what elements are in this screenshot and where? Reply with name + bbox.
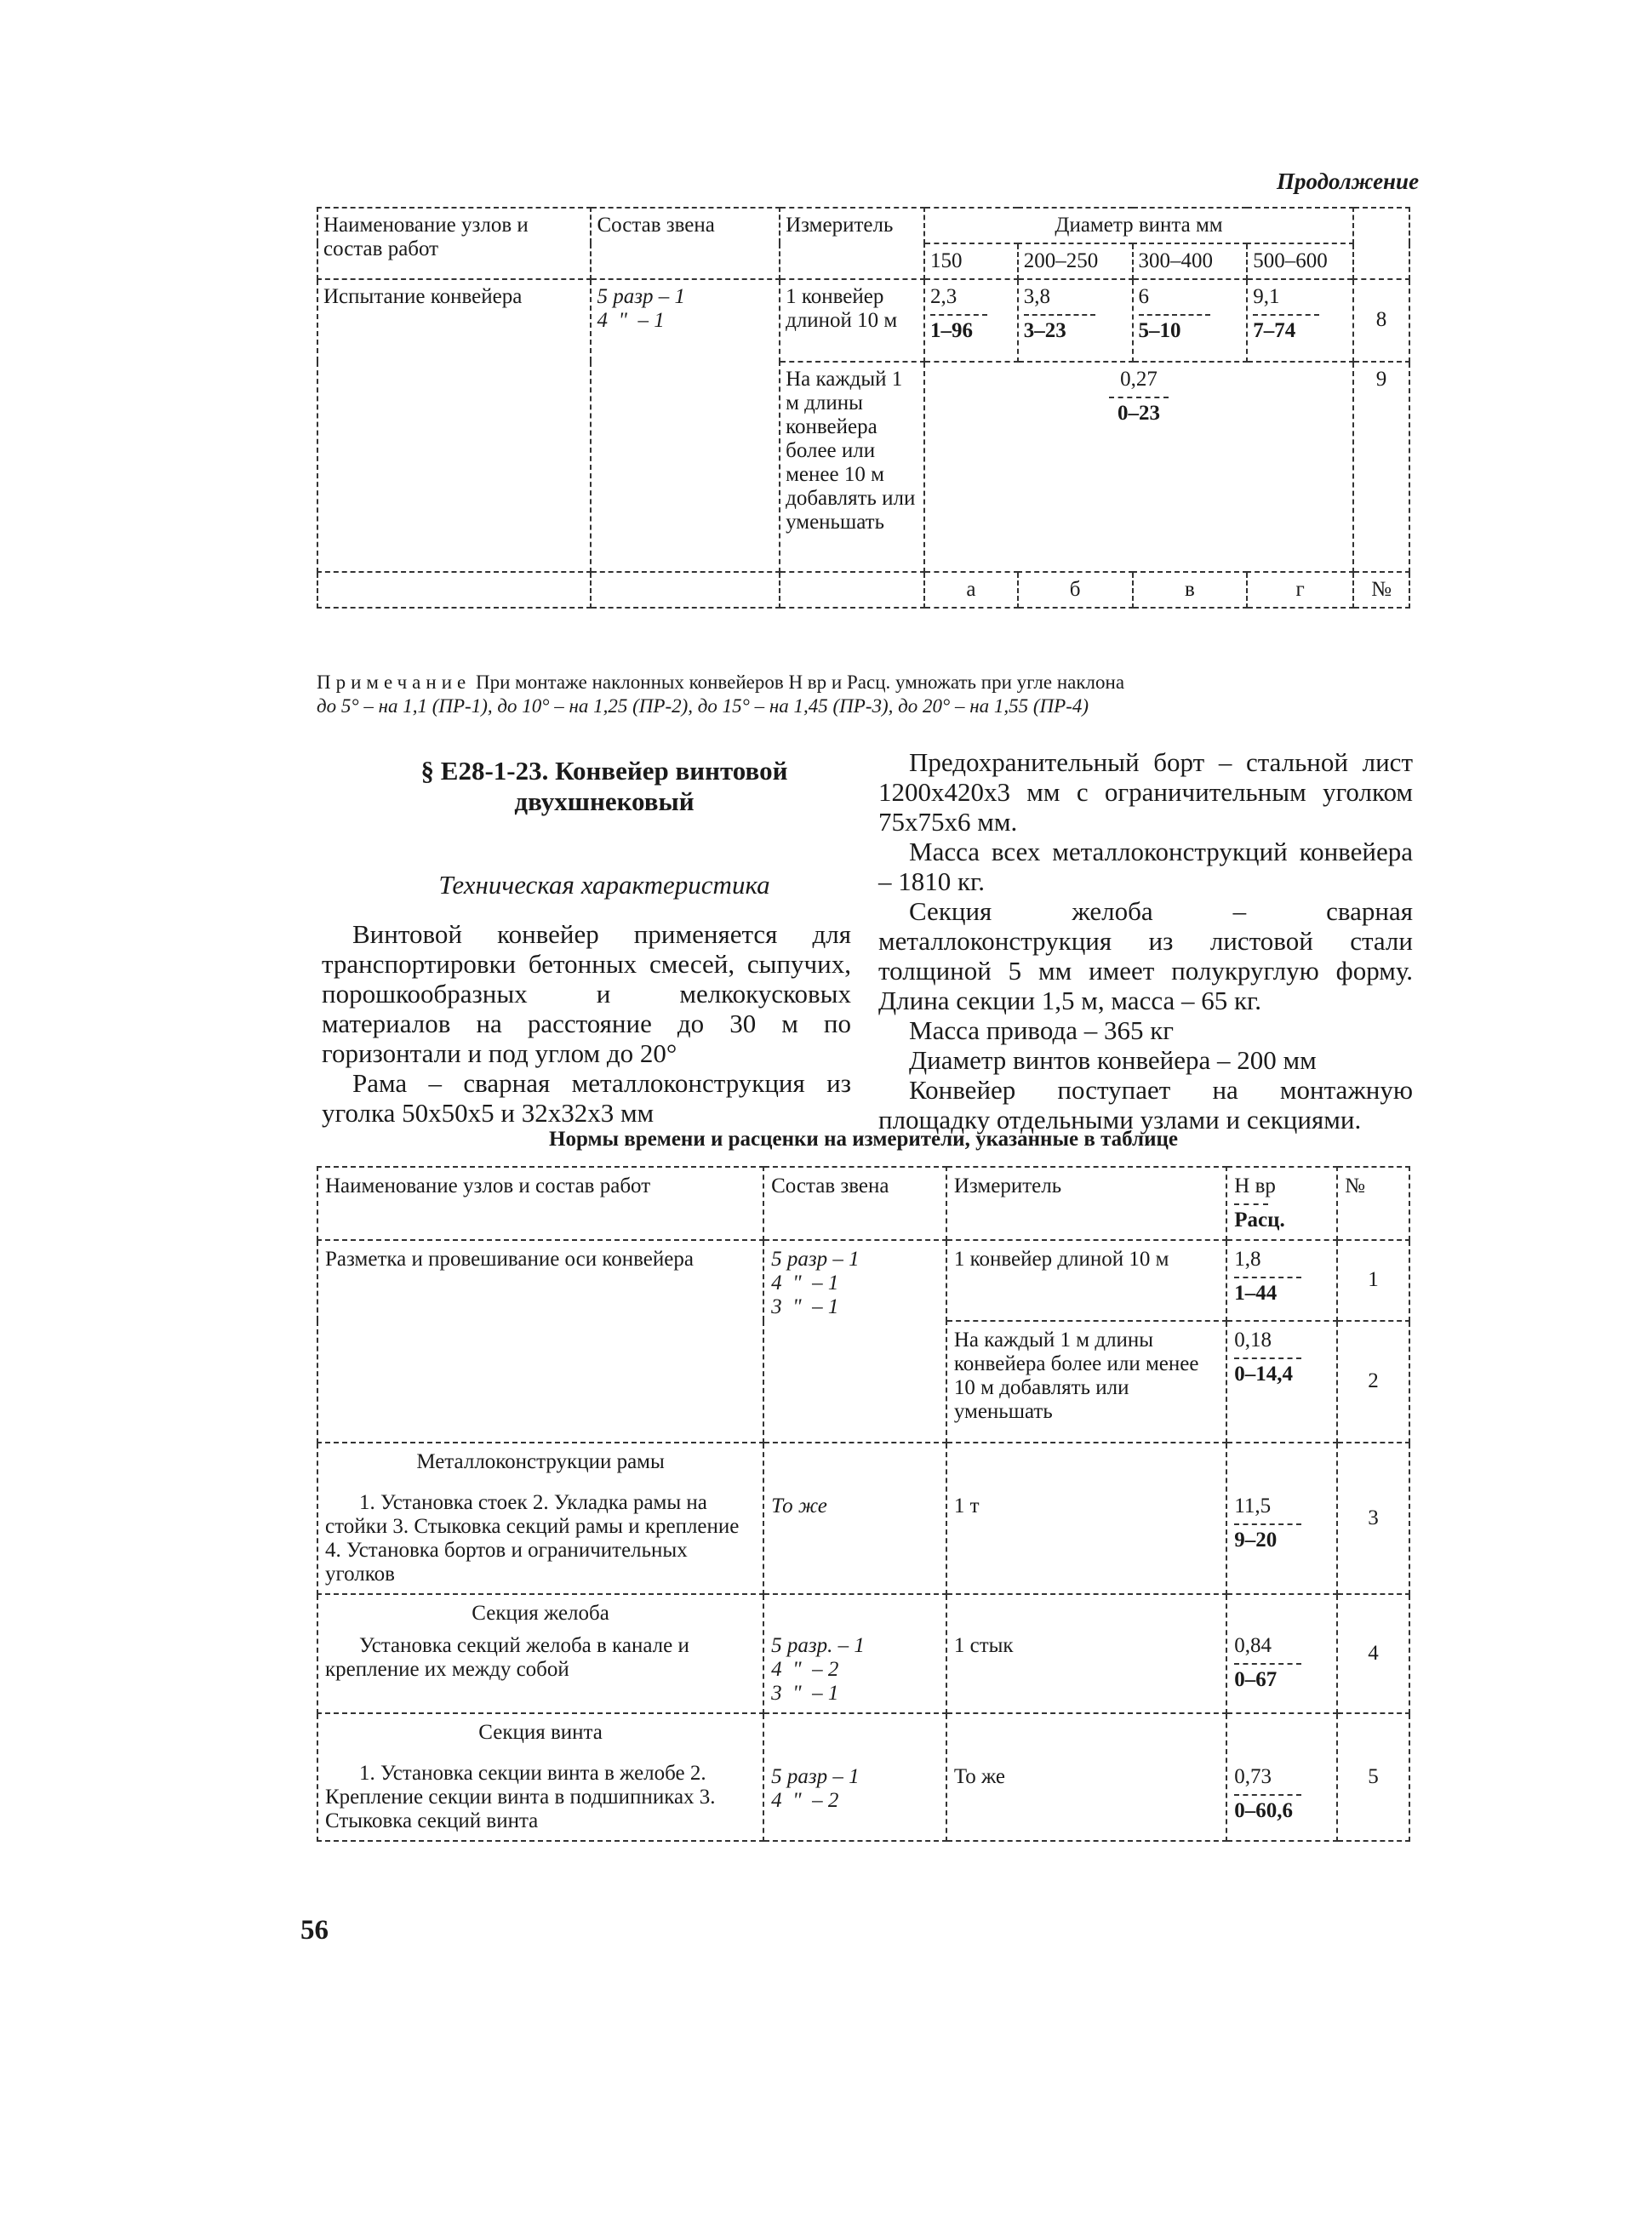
t2-header-num: № [1337,1167,1409,1240]
t1-header-crew: Состав звена [591,208,780,279]
t2-row2-norm: 0,18 [1234,1328,1272,1352]
t2-row3-rate: 9–20 [1234,1529,1278,1552]
t2-row3-name: 1. Установка стоек 2. Укладка рамы на стойки 3. Стыковка секций рамы и крепление 4. Установка бортов и ограничительных уголков [325,1491,740,1586]
t1-row2-unit: На каждый 1 м длины конвейера более или менее 10 м добавлять или уменьшать [780,362,924,572]
t2-header-rasc: Расц. [1234,1209,1285,1232]
note-text-1: При монтаже наклонных конвейеров Н вр и Расц. умножать при угле наклона [475,672,1125,693]
t2-row1-value [1226,1240,1337,1321]
t2-row4-unit: 1 стык [946,1594,1226,1713]
t1-row2-num: 9 [1353,362,1409,572]
section-title-line-2: двухшнековый [514,786,695,816]
t1-row1-v200 [1018,279,1133,362]
t1-row2-norm: 0,27 [1120,367,1158,391]
t1-v300-rate: 5–10 [1138,319,1181,342]
t1-footer-empty2 [591,572,780,608]
t2-row1-unit: 1 конвейер длиной 10 м [946,1240,1226,1321]
t1-row1-v300 [1133,279,1248,362]
t1-v150-norm: 2,3 [929,285,957,308]
t2-row5-value [1226,1713,1337,1841]
t2-row5-crew: 5 разр – 1 4 " – 2 [763,1713,946,1841]
note-label: Примечание [317,672,472,693]
t1-v200-norm: 3,8 [1023,285,1051,308]
t1-row1-crew: 5 разр – 1 4 " – 1 [591,279,780,572]
t2-row4-norm: 0,84 [1234,1634,1272,1657]
right-paragraph-6: Конвейер поступает на монтажную площадку отдельными узлами и секциями. [878,1075,1413,1135]
t2-row3-norm: 11,5 [1234,1495,1272,1517]
t1-header-d500: 500–600 [1247,243,1353,279]
t1-footer-a: а [924,572,1018,608]
t1-v300-norm: 6 [1138,285,1150,308]
t1-row1-v500 [1247,279,1353,362]
t2-row5-name: 1. Установка секции винта в желобе 2. Крепление секции винта в подшипниках 3. Стыковка секций винта [325,1762,716,1832]
t2-row3-num: 3 [1337,1443,1409,1594]
t2-header-unit: Измеритель [946,1167,1226,1240]
t1-v150-rate: 1–96 [929,319,973,342]
section-title [340,756,868,817]
t2-row5-unit: То же [946,1713,1226,1841]
t2-row3-value [1226,1443,1337,1594]
left-column [322,919,851,1128]
t2-row5-norm: 0,73 [1234,1765,1272,1788]
t2-row3-heading: Металлоконструкции рамы [416,1450,665,1473]
t1-footer-num: № [1353,572,1409,608]
t1-row2-rate: 0–23 [1118,401,1161,425]
t2-header-name: Наименование узлов и состав работ [317,1167,763,1240]
t2-row2-unit: На каждый 1 м длины конвейера более или менее 10 м добавлять или уменьшать [946,1321,1226,1443]
table2-caption: Нормы времени и расценки на измерители, указанные в таблице [549,1128,1178,1151]
t1-row1-name: Испытание конвейера [317,279,591,572]
page-number: 56 [300,1915,329,1946]
t1-header-name: Наименование узлов и состав работ [317,208,591,279]
continuation-table [317,207,1410,609]
t1-footer-v: в [1133,572,1248,608]
t1-footer-g: г [1247,572,1353,608]
t1-header-diameter: Диаметр винта мм [924,208,1353,243]
t1-header-d300: 300–400 [1133,243,1248,279]
norms-table [317,1166,1410,1842]
t2-row5-name-cell [317,1713,763,1841]
t1-row1-v150 [924,279,1018,362]
note-text-2: до 5° – на 1,1 (ПР-1), до 10° – на 1,25 (ПР-2), до 15° – на 1,45 (ПР-3), до 20° – на 1,55 (ПР-4) [317,695,1089,717]
t1-header-empty [1353,208,1409,279]
right-column [878,747,1413,1135]
t2-header-crew: Состав звена [763,1167,946,1240]
t1-row1-num: 8 [1353,279,1409,362]
t2-row2-value [1226,1321,1337,1443]
t1-header-unit: Измеритель [780,208,924,279]
t2-row5-rate: 0–60,6 [1234,1799,1294,1822]
t2-row5-num: 5 [1337,1713,1409,1841]
t2-row4-rate: 0–67 [1234,1668,1278,1691]
continuation-label: Продолжение [1277,169,1420,194]
t1-row2-value [924,362,1353,572]
t2-row4-crew: 5 разр. – 1 4 " – 2 3 " – 1 [763,1594,946,1713]
t2-row3-crew: То же [763,1443,946,1594]
t1-footer-b: б [1018,572,1133,608]
t1-v500-rate: 7–74 [1253,319,1296,342]
t1-header-d150: 150 [924,243,1018,279]
t2-row1-name: Разметка и провешивание оси конвейера [317,1240,763,1443]
t2-row5-heading: Секция винта [478,1721,603,1744]
right-paragraph-2: Масса всех металлоконструкций конвейера – 1810 кг. [878,837,1413,896]
t2-row4-num: 4 [1337,1594,1409,1713]
left-paragraph-1: Винтовой конвейер применяется для транспортировки бетонных смесей, сыпучих, порошкообразных и мелкокусковых материалов на расстояние до 30 м по горизонтали и под углом до 20° [322,919,851,1068]
t1-footer-empty1 [317,572,591,608]
t2-row1-crew: 5 разр – 1 4 " – 1 3 " – 1 [763,1240,946,1443]
t2-row4-name-cell [317,1594,763,1713]
t2-row1-rate: 1–44 [1234,1282,1278,1305]
right-paragraph-4: Масса привода – 365 кг [909,1015,1174,1045]
t2-row2-rate: 0–14,4 [1234,1362,1294,1386]
t2-row4-heading: Секция желоба [472,1602,609,1625]
left-paragraph-2: Рама – сварная металлоконструкция из уголка 50х50х5 и 32х32х3 мм [322,1068,851,1128]
t1-header-d200: 200–250 [1018,243,1133,279]
t2-row3-unit: 1 т [946,1443,1226,1594]
table-note [317,671,1415,718]
t2-row3-name-cell [317,1443,763,1594]
t2-header-norm-rate [1226,1167,1337,1240]
right-paragraph-3: Секция желоба – сварная металлоконструкция из листовой стали толщиной 5 мм имеет полукруглую форму. Длина секции 1,5 м, масса – 65 кг. [878,896,1413,1015]
t1-row1-unit: 1 конвейер длиной 10 м [780,279,924,362]
right-paragraph-1: Предохранительный борт – стальной лист 1200х420х3 мм с ограничительным уголком 75х75х6 мм. [878,747,1413,837]
t2-row1-num: 1 [1337,1240,1409,1321]
section-subtitle: Техническая характеристика [438,870,770,900]
right-paragraph-5: Диаметр винтов конвейера – 200 мм [909,1045,1317,1075]
t1-v500-norm: 9,1 [1253,285,1280,308]
t2-row4-value [1226,1594,1337,1713]
t2-row1-norm: 1,8 [1234,1248,1261,1271]
t2-row4-name: Установка секций желоба в канале и крепление их между собой [325,1634,689,1681]
t2-row2-num: 2 [1337,1321,1409,1443]
t1-v200-rate: 3–23 [1023,319,1066,342]
t2-header-nvr: Н вр [1234,1175,1276,1197]
section-title-line-1: § Е28-1-23. Конвейер винтовой [420,756,788,786]
t1-footer-empty3 [780,572,924,608]
